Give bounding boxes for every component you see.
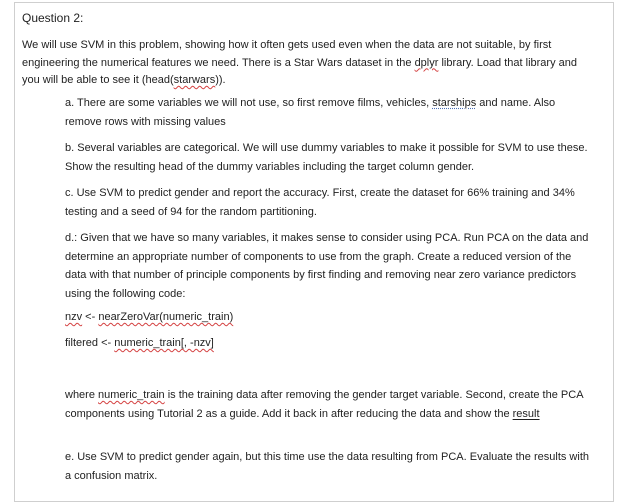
code-line-nzv [65, 309, 233, 325]
part-d2-text-2: is the training data after removing the gender target variable. Second, create the PCA components using Tutorial 2 as a guide. Add it back in after reducing the data and show the [65, 389, 583, 420]
assign-arrow: <- [82, 311, 99, 323]
dplyr-term: dplyr [414, 56, 439, 69]
starwars-term: starwars [173, 74, 216, 86]
part-b: b. Several variables are categorical. We will use dummy variables to make it possible for SVM to use these. Show the resulting head of the dummy variables including the target column gender. [65, 142, 588, 173]
filtered-assign: filtered <- [65, 337, 115, 349]
intro-text-1: We will use SVM in this problem, showing how it often gets used even when the data are not suitable, by first engineering the numerical features we need. There is a Star Wars dataset in the [22, 39, 552, 69]
intro-text-3: )). [215, 74, 226, 86]
nearzerovar-call: nearZeroVar(numeric_train) [98, 311, 234, 323]
part-d2-text-1: where [65, 389, 99, 401]
part-e: e. Use SVM to predict gender again, but this time use the data resulting from PCA. Evaluate the results with a confusion matrix. [65, 451, 589, 482]
part-d-continued [65, 386, 593, 423]
intro-text-2: library. Load that library and you will be able to see it (head( [22, 56, 577, 86]
code-line-filtered [65, 335, 214, 351]
nzv-term: nzv [65, 311, 83, 323]
part-c: c. Use SVM to predict gender and report the accuracy. First, create the dataset for 66% training and 34% testing and a seed of 94 for the random partitioning. [65, 187, 575, 218]
part-a-text-1: a. There are some variables we will not use, so first remove films, vehicles, [65, 97, 433, 109]
question-title: Question 2: [22, 11, 84, 25]
result-link[interactable]: result [512, 407, 540, 420]
part-d: d.: Given that we have so many variables, it makes sense to consider using PCA. Run PCA on the data and determine an appropriate number of components to use from the graph. Create a reduced version of the data with that number of principle components by first finding and removing near zero variance predictors using the following code: [65, 232, 589, 300]
starships-term: starships [432, 97, 477, 109]
part-a [65, 94, 593, 131]
filtered-expr: numeric_train[, -nzv] [114, 337, 214, 349]
question-intro [22, 37, 594, 90]
part-a-text-2: and name. Also remove rows with missing values [65, 97, 556, 128]
numeric-train-term: numeric_train [98, 389, 165, 401]
